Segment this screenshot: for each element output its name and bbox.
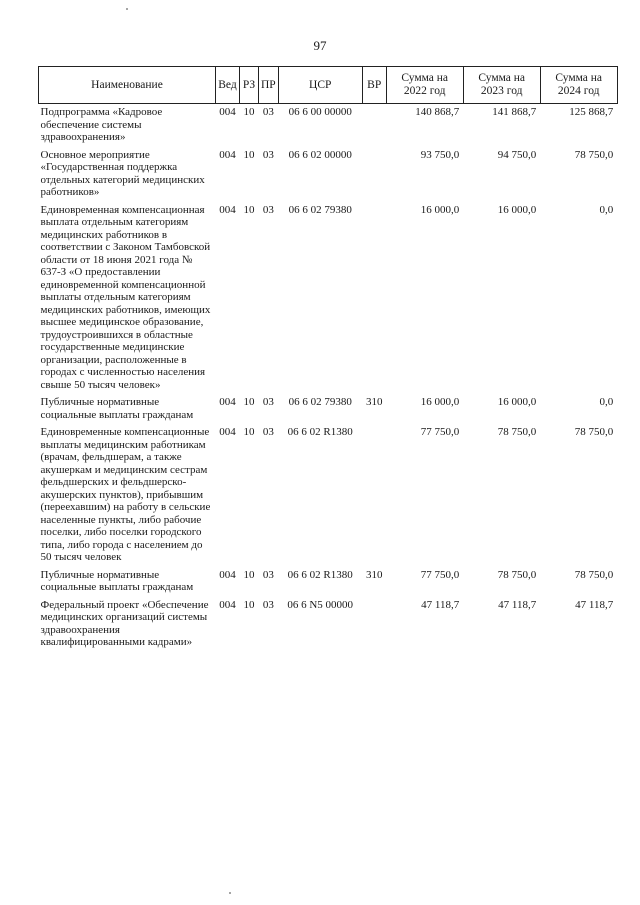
- row-sum-2023: 78 750,0: [497, 426, 537, 438]
- table-row: [39, 564, 618, 594]
- row-name: Основное мероприятие «Государственная поддержка отдельных категорий медицинских работников»: [40, 148, 205, 198]
- row-vr: 310: [365, 568, 383, 581]
- row-ved: 004: [219, 148, 236, 161]
- row-sum-2023: 141 868,7: [492, 106, 537, 118]
- header-name: Наименование: [39, 67, 216, 104]
- row-rz: 10: [243, 396, 255, 408]
- row-ved: 004: [219, 598, 236, 611]
- row-sum-2023: 47 118,7: [498, 598, 537, 611]
- row-pr: 03: [262, 598, 274, 611]
- header-ved: Вед: [216, 67, 240, 104]
- header-sum-2023: Сумма на 2023 год: [463, 67, 540, 104]
- row-name: Единовременная компенсационная выплата отдельным категориям медицинских работников в соответствии с Законом Тамбовской области от 18 июня 2021 года № 637-З «О предоставлении единовременной компенсационной выплаты отдельным категориям медицинских работников, имеющих высшее медицинское образование, трудоустроившихся в областные государственные медицинские организации, расположенные в городах с численностью населения свыше 50 тысяч человек»: [40, 203, 211, 391]
- row-sum-2022: 16 000,0: [420, 203, 460, 216]
- scan-speck: [229, 892, 231, 894]
- row-sum-2023: 16 000,0: [497, 396, 537, 408]
- row-sum-2023: 94 750,0: [497, 148, 537, 161]
- row-sum-2022: 93 750,0: [420, 148, 460, 161]
- row-rz: 10: [243, 568, 255, 581]
- row-ved: 004: [219, 396, 236, 408]
- row-csr: 06 6 02 R1380: [287, 568, 353, 581]
- row-sum-2022: 16 000,0: [420, 396, 460, 408]
- row-name: Публичные нормативные социальные выплаты гражданам: [40, 568, 194, 593]
- row-csr: 06 6 02 R1380: [287, 426, 353, 438]
- header-rz: РЗ: [240, 67, 259, 104]
- header-vr: ВР: [362, 67, 386, 104]
- row-sum-2023: 16 000,0: [497, 203, 537, 216]
- row-sum-2024: 0,0: [599, 203, 614, 216]
- row-csr: 06 6 00 00000: [288, 106, 352, 118]
- row-vr: [362, 144, 386, 199]
- row-sum-2024: 125 868,7: [569, 106, 614, 118]
- row-ved: 004: [219, 568, 236, 581]
- row-rz: 10: [243, 598, 255, 611]
- row-csr: 06 6 02 79380: [288, 396, 352, 408]
- row-sum-2024: 78 750,0: [574, 426, 614, 438]
- row-vr: [362, 421, 386, 564]
- row-name: Федеральный проект «Обеспечение медицинских организаций системы здравоохранения квалифицированными кадрами»: [40, 598, 209, 648]
- row-sum-2022: 77 750,0: [420, 568, 460, 581]
- header-pr: ПР: [259, 67, 279, 104]
- row-sum-2022: 77 750,0: [420, 426, 460, 438]
- row-rz: 10: [243, 426, 255, 438]
- table-row: [39, 144, 618, 199]
- row-csr: 06 6 02 79380: [288, 203, 352, 216]
- row-csr: 06 6 02 00000: [288, 148, 352, 161]
- table-row: [39, 421, 618, 564]
- row-rz: 10: [243, 203, 255, 216]
- table-row: [39, 199, 618, 392]
- row-vr: [362, 199, 386, 392]
- header-sum-2024: Сумма на 2024 год: [540, 67, 617, 104]
- row-sum-2023: 78 750,0: [497, 568, 537, 581]
- row-pr: 03: [262, 568, 274, 581]
- header-sum-2022: Сумма на 2022 год: [386, 67, 463, 104]
- table-row: [39, 391, 618, 421]
- row-rz: 10: [243, 148, 255, 161]
- row-vr: [362, 594, 386, 649]
- row-pr: 03: [262, 203, 274, 216]
- row-ved: 004: [219, 203, 236, 216]
- row-name: Подпрограмма «Кадровое обеспечение системы здравоохранения»: [40, 106, 163, 143]
- row-sum-2022: 140 868,7: [415, 106, 460, 118]
- row-vr: [362, 104, 386, 144]
- table-row: [39, 594, 618, 649]
- row-ved: 004: [219, 106, 236, 118]
- table-row: [39, 104, 618, 144]
- header-csr: ЦСР: [278, 67, 362, 104]
- row-pr: 03: [262, 426, 274, 438]
- table-header-row: [39, 67, 618, 104]
- row-name: Единовременные компенсационные выплаты медицинским работникам (врачам, фельдшерам, а также акушеркам и медицинским сестрам фельдшерских и фельдшерско-акушерских пунктов), прибывшим (переехавшим) на работу в сельские населенные пункты, либо рабочие поселки, либо поселки городского типа, либо города с населением до 50 тысяч человек: [40, 426, 211, 563]
- row-csr: 06 6 N5 00000: [287, 598, 354, 611]
- page-number: 97: [313, 38, 327, 53]
- row-name: Публичные нормативные социальные выплаты гражданам: [40, 396, 194, 421]
- row-vr: 310: [365, 396, 383, 408]
- row-sum-2024: 0,0: [599, 396, 614, 408]
- row-pr: 03: [262, 396, 274, 408]
- row-pr: 03: [262, 106, 274, 118]
- row-pr: 03: [262, 148, 274, 161]
- row-ved: 004: [219, 426, 236, 438]
- scan-speck: [126, 8, 128, 10]
- row-rz: 10: [243, 106, 255, 118]
- row-sum-2024: 78 750,0: [574, 568, 614, 581]
- budget-table: [38, 66, 618, 649]
- row-sum-2024: 47 118,7: [575, 598, 614, 611]
- row-sum-2024: 78 750,0: [574, 148, 614, 161]
- row-sum-2022: 47 118,7: [421, 598, 460, 611]
